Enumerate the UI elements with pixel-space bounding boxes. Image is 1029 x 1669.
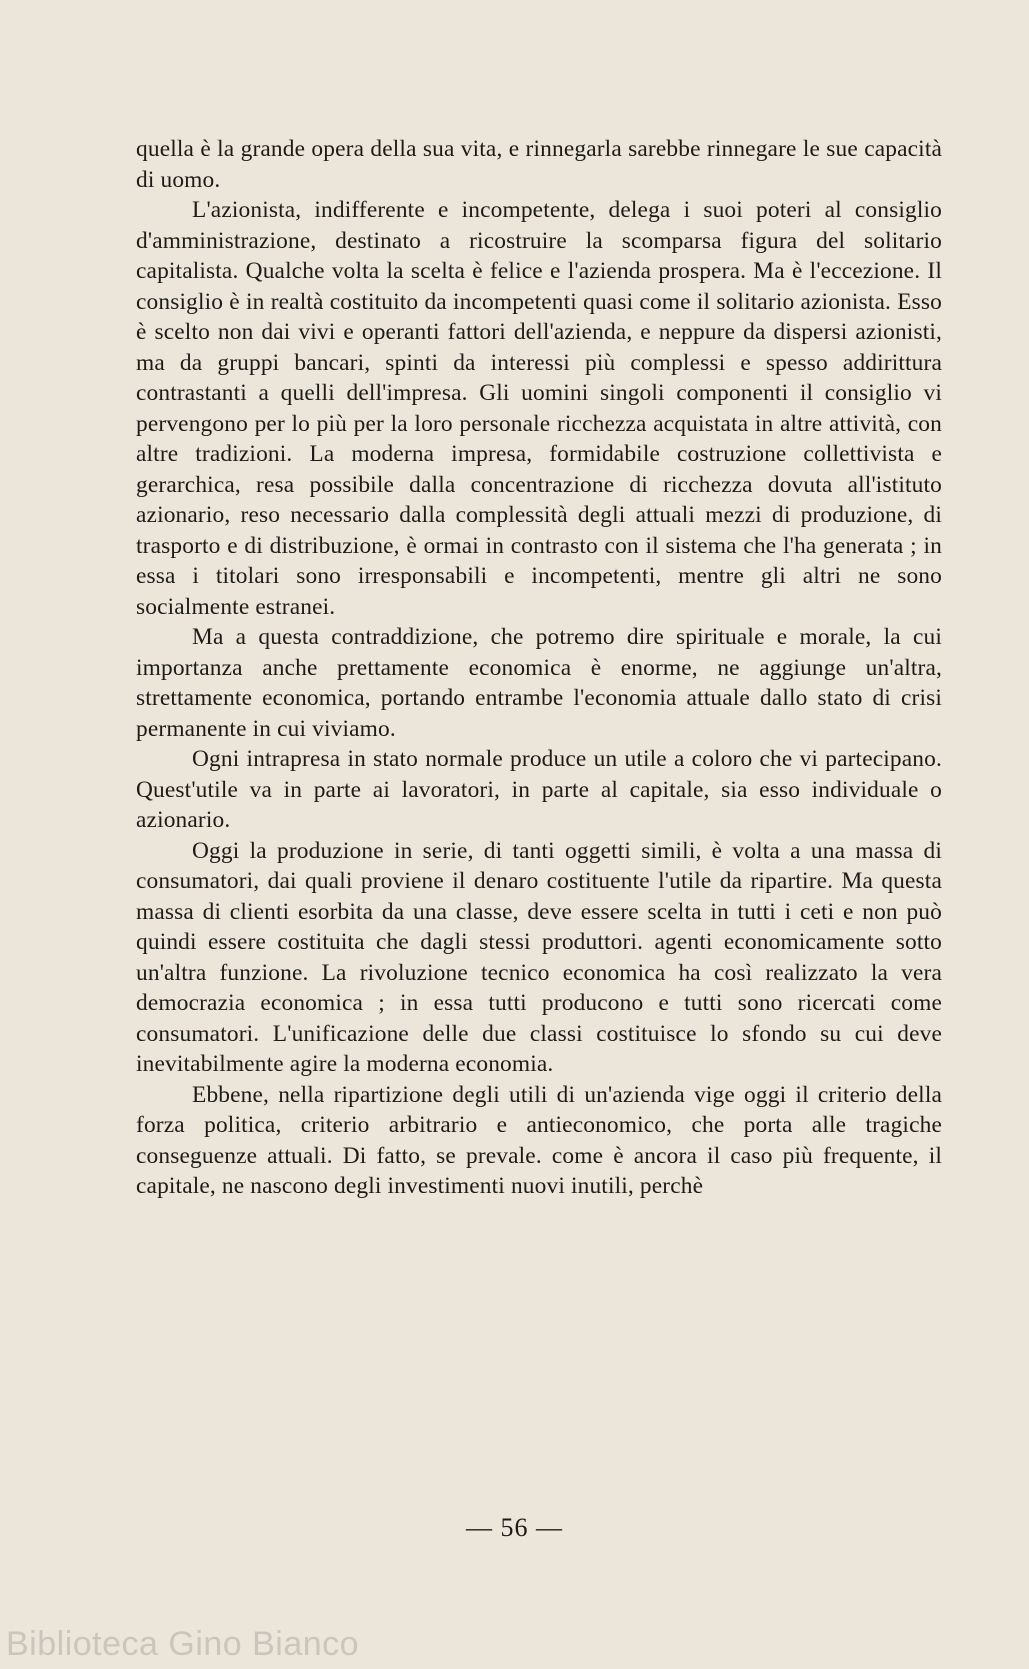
paragraph-ripartizione: Ebbene, nella ripartizione degli utili di un'azienda vige oggi il criterio della forza politica, criterio arbitrario e antieconomico, che porta alle tragiche conseguenze attuali. Di fatto, se prevale. come è ancora il caso più frequente, il capitale, ne nascono degli investimenti nuovi inutili, perchè — [136, 1081, 942, 1199]
paragraph-continuation: quella è la grande opera della sua vita, e rinnegarla sarebbe rinnegare le sue capacità di uomo. — [136, 136, 942, 193]
page-number: — 56 — — [466, 1513, 563, 1542]
paragraph-azionista: L'azionista, indifferente e incompetente, delega i suoi poteri al consiglio d'amministrazione, destinato a ricostruire la scomparsa figura del solitario capitalista. Qualche volta la scelta è felice e l'azienda prospera. Ma è l'eccezione. Il consiglio è in realtà costituito da incompetenti quasi come il solitario azionista. Esso è scelto non dai vivi e operanti fattori dell'azienda, e neppure da dispersi azionisti, ma da gruppi bancari, spinti da interessi più complessi e spesso addirittura contrastanti a quelli dell'impresa. Gli uomini singoli componenti il consiglio vi pervengono per lo più per la loro personale ricchezza acquistata in altre attività, con altre tradizioni. La moderna impresa, formidabile costruzione collettivista e gerarchica, resa possibile dalla concentrazione di ricchezza dovuta all'istituto azionario, reso necessario dalla complessità degli attuali mezzi di produzione, di trasporto e di distribuzione, è ormai in contrasto con il sistema che l'ha generata ; in essa i titolari sono irresponsabili e incompetenti, mentre gli altri ne sono socialmente estranei. — [136, 197, 942, 620]
watermark: Biblioteca Gino Bianco — [6, 1625, 360, 1663]
paragraph-produzione: Oggi la produzione in serie, di tanti oggetti simili, è volta a una massa di consumatori, dai quali proviene il denaro costituente l'utile da ripartire. Ma questa massa di clienti esorbita da una classe, deve essere scelta in tutti i ceti e non può quindi essere costituita che dagli stessi produttori. agenti economicamente sotto un'altra funzione. La rivoluzione tecnico economica ha così realizzato la vera democrazia economica ; in essa tutti producono e tutti sono ricercati come consumatori. L'unificazione delle due classi costituisce lo sfondo su cui deve inevitabilmente agire la moderna economia. — [136, 837, 942, 1077]
body-text — [136, 134, 942, 1202]
paragraph-intrapresa: Ogni intrapresa in stato normale produce un utile a coloro che vi partecipano. Quest'utile va in parte ai lavoratori, in parte al capitale, sia esso individuale o azionario. — [136, 746, 942, 833]
paragraph-contraddizione: Ma a questa contraddizione, che potremo dire spirituale e morale, la cui importanza anche prettamente economica è enorme, ne aggiunge un'altra, strettamente economica, portando entrambe l'economia attuale dallo stato di crisi permanente in cui viviamo. — [136, 624, 942, 742]
